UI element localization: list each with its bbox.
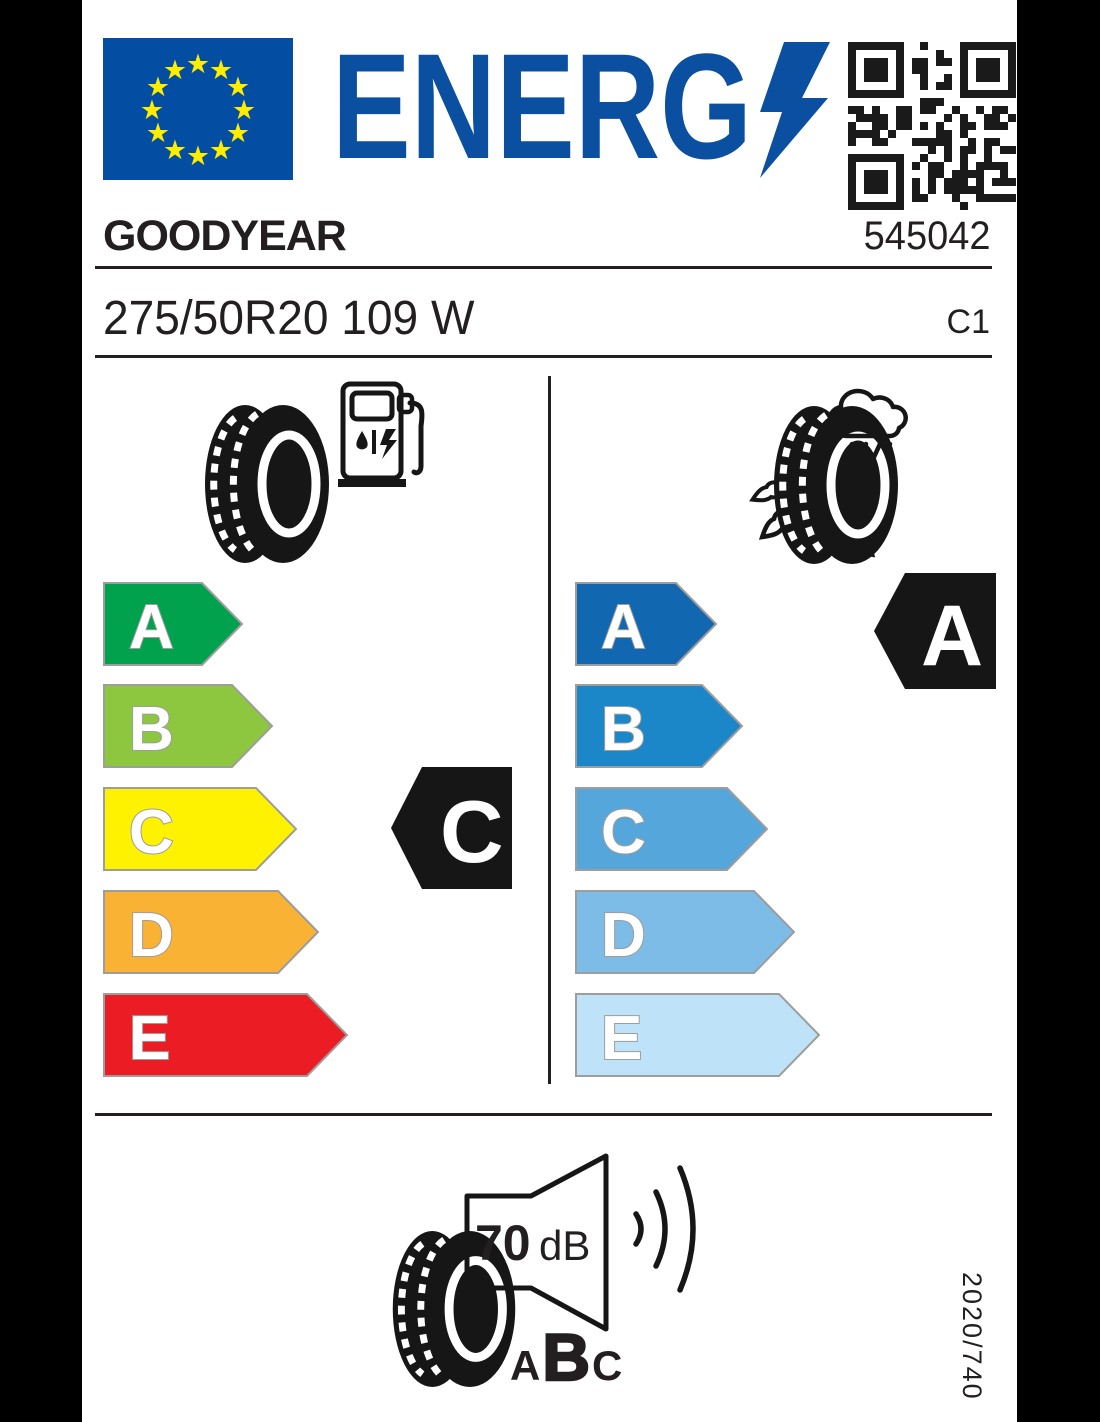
fuel-class-c-arrow: [103, 787, 297, 871]
eu-flag-icon: [103, 38, 293, 180]
wet-class-e-label: E: [601, 1004, 643, 1073]
regulation-number: 2020/740: [957, 1272, 987, 1401]
center-divider: [548, 376, 551, 1084]
qr-code: [848, 42, 1016, 210]
wet-class-e-arrow: [575, 993, 820, 1077]
wet-class-a-arrow: [575, 582, 717, 666]
fuel-rating-letter: C: [440, 782, 504, 881]
wet-class-a-label: A: [601, 593, 646, 662]
svg-text:★: ★: [231, 95, 257, 126]
wet-class-c-arrow: [575, 787, 768, 871]
svg-text:★: ★: [185, 49, 211, 80]
svg-text:★: ★: [162, 55, 188, 86]
vehicle-class: C1: [946, 303, 990, 341]
fuel-class-d-label: D: [129, 901, 174, 970]
fuel-class-b-arrow: [103, 684, 273, 768]
fuel-class-a-label: A: [129, 593, 174, 662]
energ-logo: [332, 40, 852, 180]
svg-text:★: ★: [208, 55, 234, 86]
wet-rating-badge: [873, 572, 997, 690]
wet-class-c-label: C: [601, 798, 646, 867]
lightning-bolt-icon: [760, 42, 830, 178]
fuel-class-e-label: E: [129, 1004, 171, 1073]
noise-class-b-selected: B: [542, 1320, 591, 1394]
divider-rule-bottom: [95, 1113, 992, 1116]
fuel-class-b-label: B: [129, 695, 174, 764]
wet-rating-letter: A: [921, 588, 984, 684]
wet-class-d-arrow: [575, 890, 795, 974]
wet-class-b-label: B: [601, 695, 646, 764]
tire-dimensions: 275/50R20 109 W: [103, 292, 475, 345]
svg-text:★: ★: [162, 135, 188, 166]
energ-logo-text: ENERG: [332, 40, 752, 180]
noise-speaker-icon: [463, 1150, 613, 1335]
brand-name: GOODYEAR: [103, 212, 346, 260]
fuel-rating-badge: [390, 766, 513, 890]
fuel-class-c-label: C: [129, 798, 174, 867]
svg-text:★: ★: [185, 141, 211, 172]
noise-unit: dB: [539, 1222, 591, 1269]
article-number: 545042: [863, 214, 990, 258]
tyre-energy-label: [82, 0, 1017, 1422]
wet-class-d-label: D: [601, 901, 646, 970]
svg-text:★: ★: [145, 118, 171, 149]
fuel-tire-icon: [203, 402, 333, 567]
svg-text:★: ★: [208, 135, 234, 166]
svg-text:★: ★: [225, 118, 251, 149]
wet-class-a-shape: [576, 583, 716, 665]
fuel-pump-icon: [337, 380, 429, 492]
noise-class-a: A: [510, 1342, 541, 1389]
noise-class-c: C: [592, 1342, 623, 1389]
sound-waves-icon: [630, 1158, 710, 1300]
rain-cloud-icon: [812, 384, 918, 480]
fuel-class-a-arrow: [103, 582, 243, 666]
fuel-class-e-arrow: [103, 993, 348, 1077]
divider-rule-top: [95, 266, 992, 269]
svg-text:★: ★: [225, 72, 251, 103]
noise-value: 70: [475, 1215, 531, 1271]
wet-class-b-arrow: [575, 684, 743, 768]
fuel-class-d-arrow: [103, 890, 319, 974]
divider-rule-middle: [95, 355, 992, 358]
svg-text:★: ★: [145, 72, 171, 103]
noise-class-scale: [510, 1320, 623, 1394]
svg-text:★: ★: [139, 95, 165, 126]
